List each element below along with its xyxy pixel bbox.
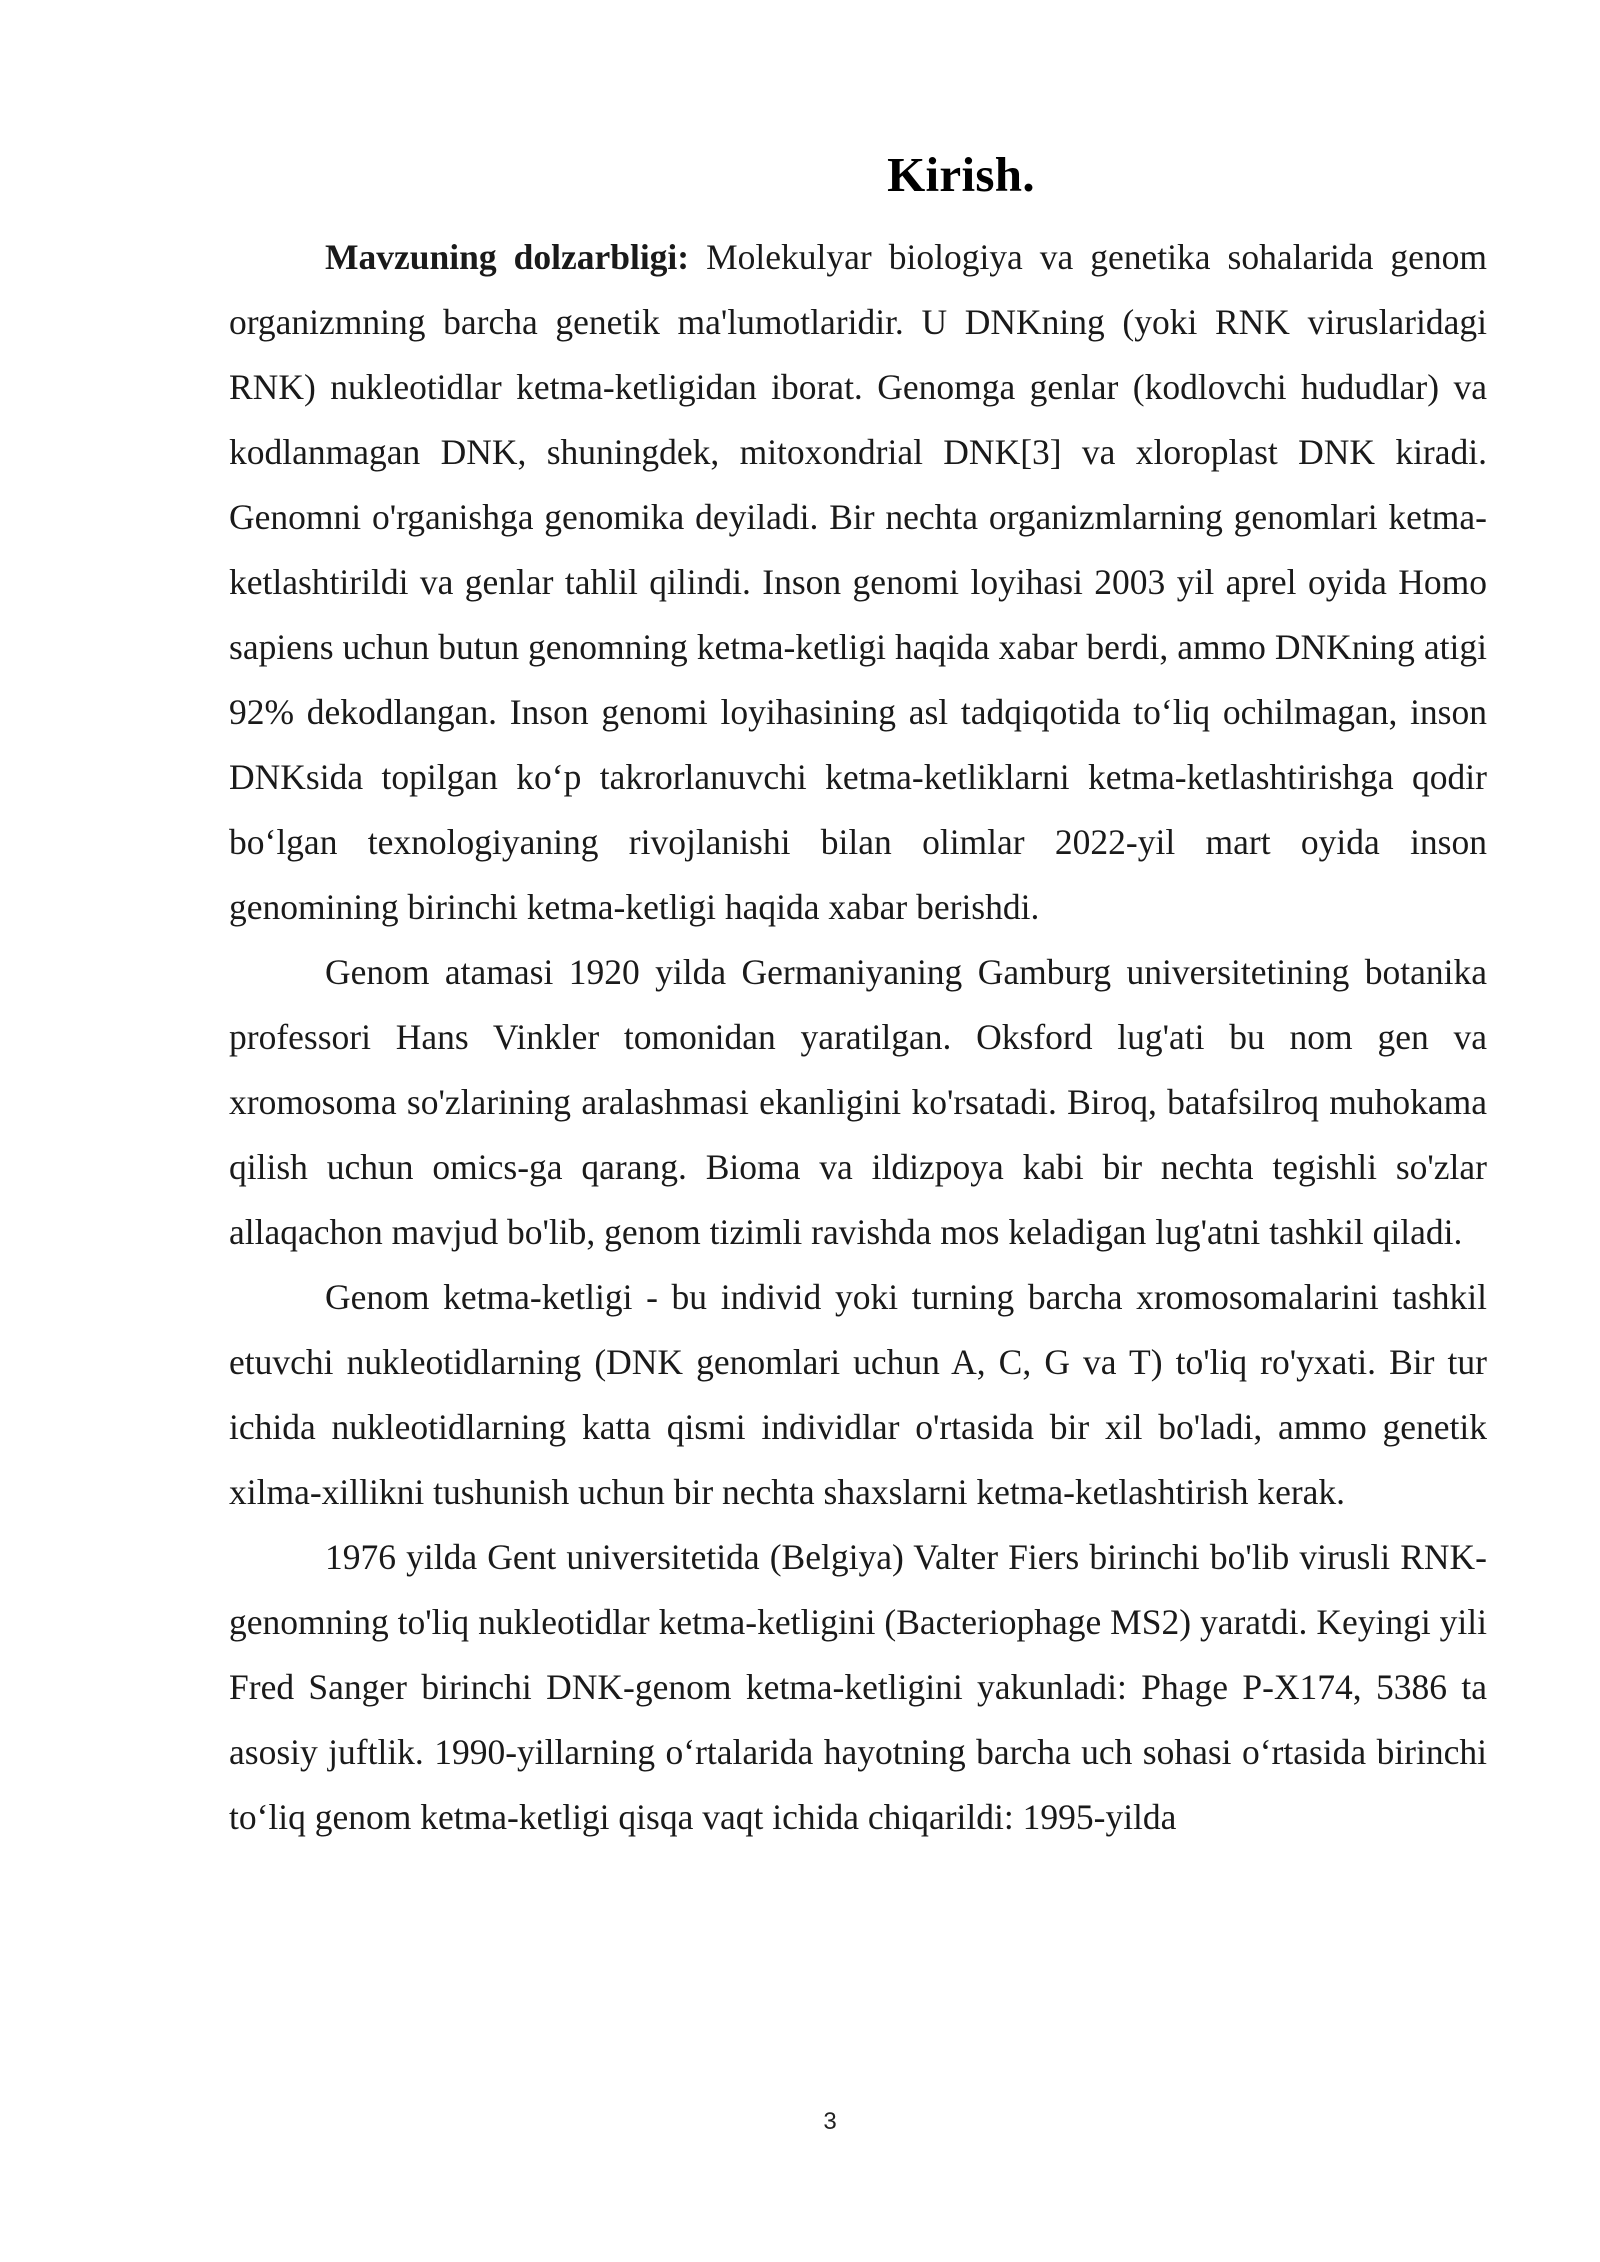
paragraph-relevance	[229, 225, 1487, 940]
page-title: Kirish.	[887, 147, 1035, 202]
paragraph-history	[229, 1525, 1487, 1850]
document-page	[229, 147, 1487, 1850]
paragraph-term-origin	[229, 940, 1487, 1265]
paragraph-lead: Mavzuning dolzarbligi:	[325, 237, 690, 277]
page-number: 3	[823, 2108, 837, 2135]
paragraph-text: Genom atamasi 1920 yilda Germaniyaning Gamburg universitetining botanika professori Hans Vinkler tomonidan yaratilgan. Oksford lug'ati bu nom gen va xromosoma so'zlarining aralashmasi ekanligini ko'rsatadi. Biroq, batafsilroq muhokama qilish uchun omics-ga qarang. Bioma va ildizpoya kabi bir nechta tegishli so'zlar allaqachon mavjud bo'lib, genom tizimli ravishda mos keladigan lug'atni tashkil qiladi.	[229, 952, 1487, 1252]
paragraph-sequence-definition	[229, 1265, 1487, 1525]
paragraph-text: Genom ketma-ketligi - bu individ yoki turning barcha xromosomalarini tashkil etuvchi nukleotidlarning (DNK genomlari uchun A, C, G va T) to'liq ro'yxati. Bir tur ichida nukleotidlarning katta qismi individlar o'rtasida bir xil bo'ladi, ammo genetik xilma-xillikni tushunish uchun bir nechta shaxslarni ketma-ketlashtirish kerak.	[229, 1277, 1487, 1512]
paragraph-text: Molekulyar biologiya va genetika sohalarida genom organizmning barcha genetik ma'lumotlaridir. U DNKning (yoki RNK viruslaridagi RNK) nukleotidlar ketma-ketligidan iborat. Genomga genlar (kodlovchi hududlar) va kodlanmagan DNK, shuningdek, mitoxondrial DNK[3] va xloroplast DNK kiradi. Genomni o'rganishga genomika deyiladi. Bir nechta organizmlarning genomlari ketma-ketlashtirildi va genlar tahlil qilindi. Inson genomi loyihasi 2003 yil aprel oyida Homo sapiens uchun butun genomning ketma-ketligi haqida xabar berdi, ammo DNKning atigi 92% dekodlangan. Inson genomi loyihasining asl tadqiqotida to‘liq ochilmagan, inson DNKsida topilgan ko‘p takrorlanuvchi ketma-ketliklarni ketma-ketlashtirishga qodir bo‘lgan texnologiyaning rivojlanishi bilan olimlar 2022-yil mart oyida inson genomining birinchi ketma-ketligi haqida xabar berishdi.	[229, 237, 1487, 927]
paragraph-text: 1976 yilda Gent universitetida (Belgiya) Valter Fiers birinchi bo'lib virusli RNK-genomning to'liq nukleotidlar ketma-ketligini (Bacteriophage MS2) yaratdi. Keyingi yili Fred Sanger birinchi DNK-genom ketma-ketligini yakunladi: Phage P-X174, 5386 ta asosiy juftlik. 1990-yillarning o‘rtalarida hayotning barcha uch sohasi o‘rtasida birinchi to‘liq genom ketma-ketligi qisqa vaqt ichida chiqarildi: 1995-yilda	[229, 1537, 1487, 1837]
